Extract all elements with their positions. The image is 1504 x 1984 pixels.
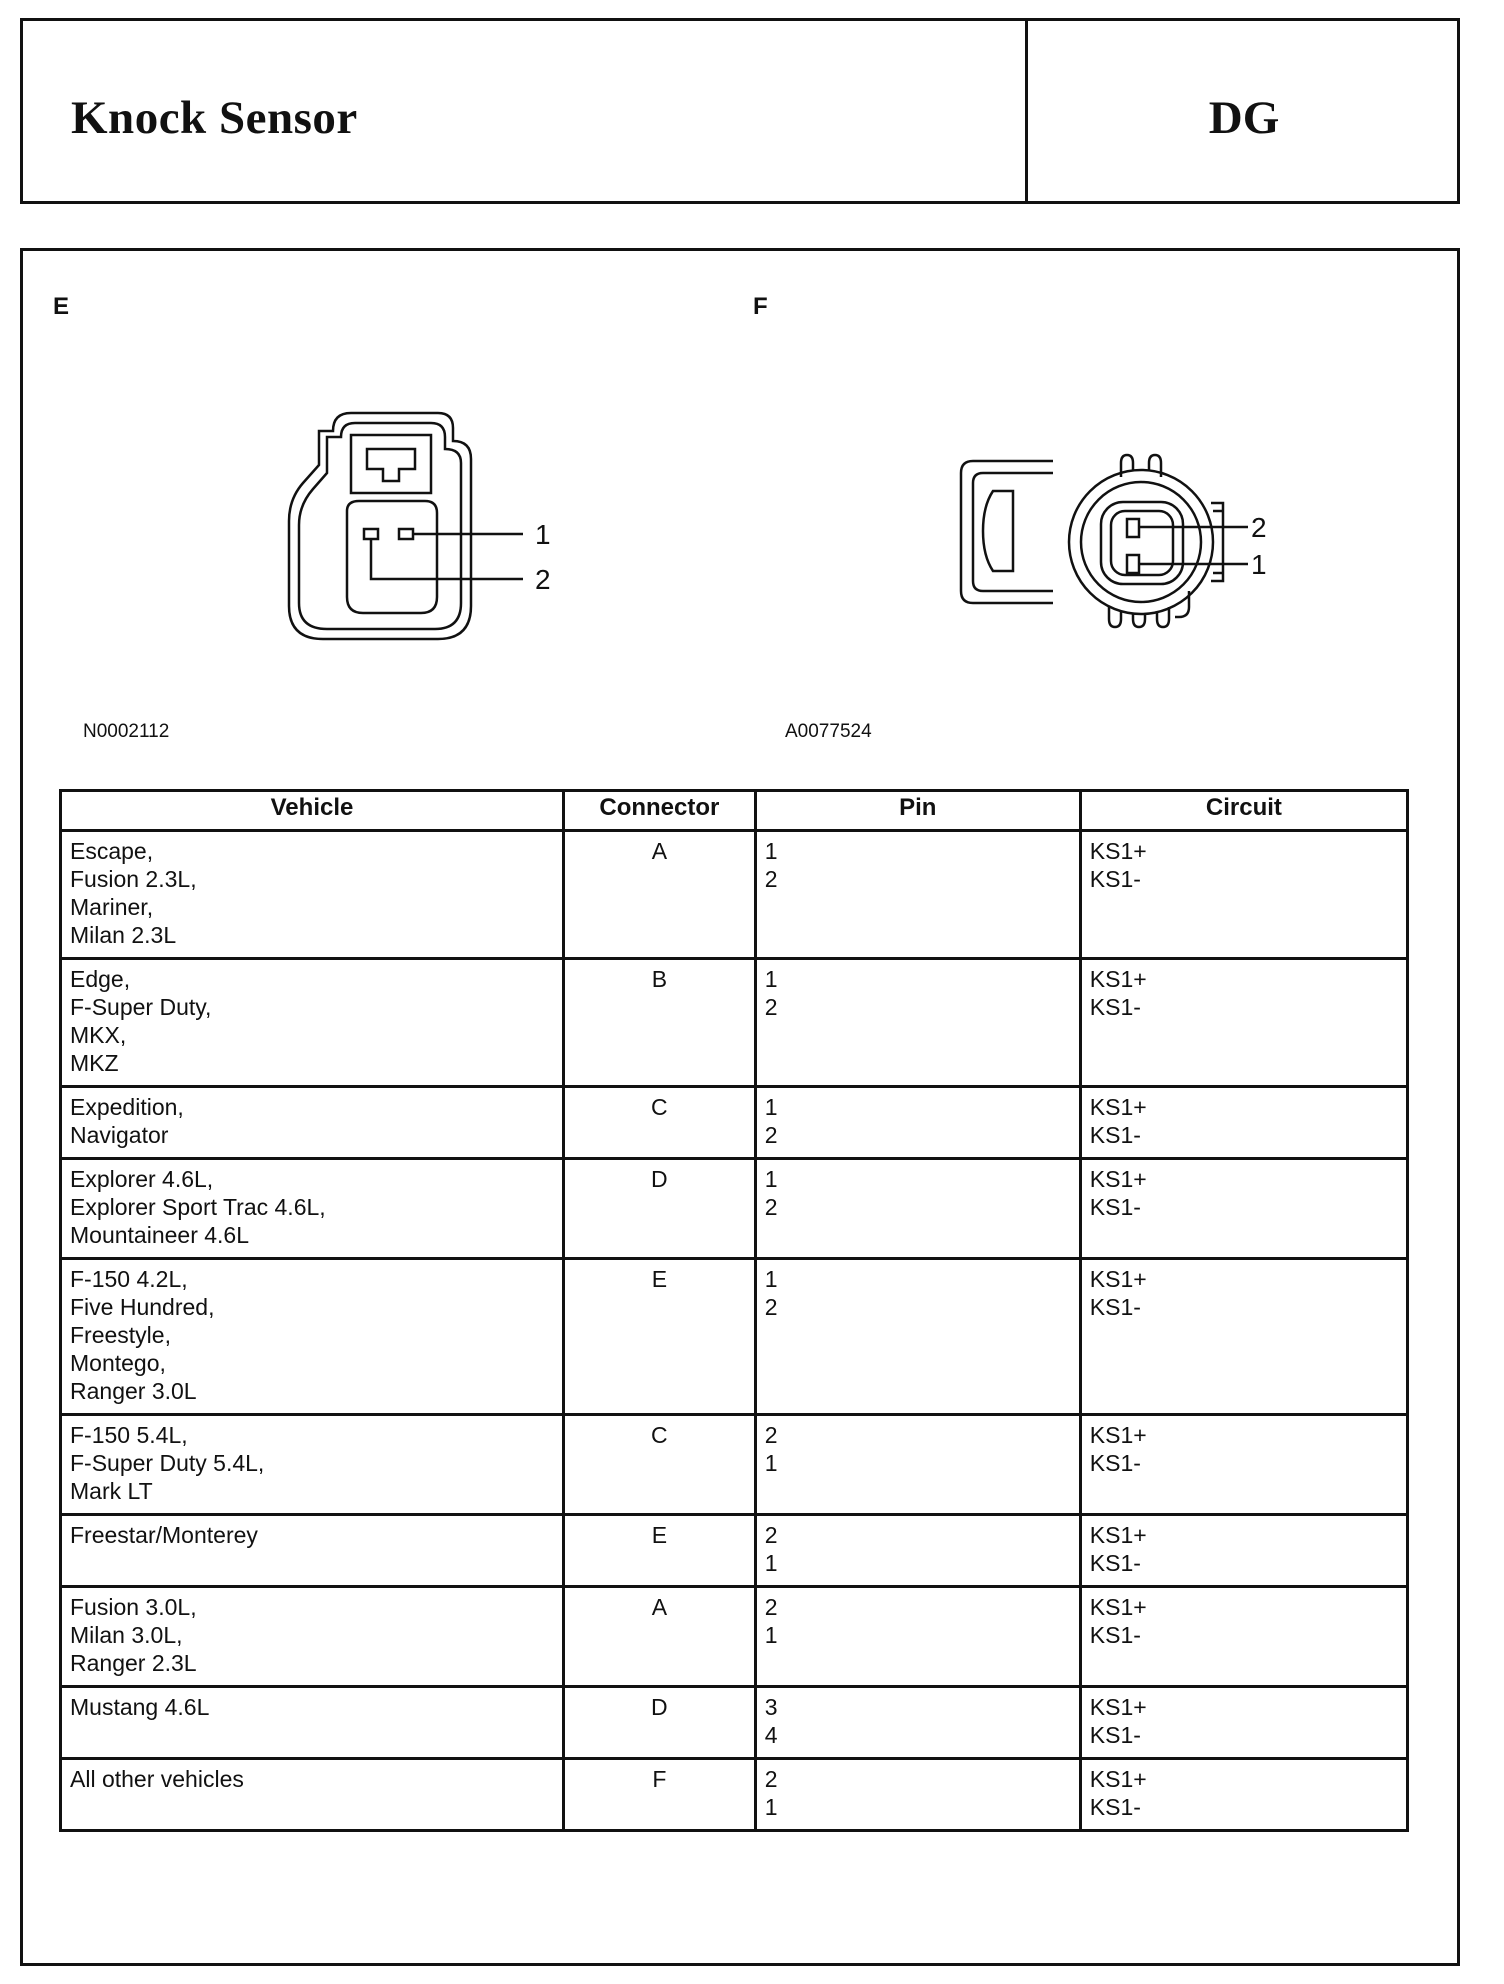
connector-e-pin-1-label: 1 bbox=[535, 519, 551, 550]
header-circuit: Circuit bbox=[1080, 791, 1407, 831]
table-row bbox=[61, 1087, 1408, 1159]
connector-f-diagram bbox=[943, 431, 1303, 651]
vehicle-cell: Edge, F-Super Duty, MKX, MKZ bbox=[61, 959, 564, 1087]
circuit-cell: KS1+ KS1- bbox=[1080, 1159, 1407, 1259]
header-pin: Pin bbox=[755, 791, 1080, 831]
vehicle-cell: Escape, Fusion 2.3L, Mariner, Milan 2.3L bbox=[61, 831, 564, 959]
content-panel bbox=[20, 248, 1460, 1966]
circuit-cell: KS1+ KS1- bbox=[1080, 831, 1407, 959]
connector-cell: F bbox=[563, 1759, 755, 1831]
connector-cell: C bbox=[563, 1087, 755, 1159]
connector-e-diagram bbox=[263, 401, 593, 661]
pin-cell: 2 1 bbox=[755, 1415, 1080, 1515]
connector-cell: B bbox=[563, 959, 755, 1087]
table-row bbox=[61, 1515, 1408, 1587]
vehicle-cell: Mustang 4.6L bbox=[61, 1687, 564, 1759]
table-row bbox=[61, 1759, 1408, 1831]
circuit-cell: KS1+ KS1- bbox=[1080, 1259, 1407, 1415]
connector-cell: D bbox=[563, 1159, 755, 1259]
connector-cell: E bbox=[563, 1515, 755, 1587]
figure-e-label: E bbox=[53, 293, 70, 320]
connector-f-pin-2-label: 2 bbox=[1251, 512, 1267, 543]
circuit-cell: KS1+ KS1- bbox=[1080, 1687, 1407, 1759]
connector-cell: C bbox=[563, 1415, 755, 1515]
vehicle-cell: All other vehicles bbox=[61, 1759, 564, 1831]
figure-e-code: N0002112 bbox=[83, 721, 170, 742]
circuit-cell: KS1+ KS1- bbox=[1080, 1587, 1407, 1687]
figure-f-code: A0077524 bbox=[785, 721, 872, 742]
connector-cell: A bbox=[563, 831, 755, 959]
header-connector: Connector bbox=[563, 791, 755, 831]
pin-cell: 2 1 bbox=[755, 1587, 1080, 1687]
section-code: DG bbox=[1208, 92, 1280, 144]
vehicle-cell: Expedition, Navigator bbox=[61, 1087, 564, 1159]
vehicle-cell: F-150 4.2L, Five Hundred, Freestyle, Montego, Ranger 3.0L bbox=[61, 1259, 564, 1415]
header-vehicle: Vehicle bbox=[61, 791, 564, 831]
table-row bbox=[61, 1415, 1408, 1515]
pin-cell: 2 1 bbox=[755, 1759, 1080, 1831]
circuit-cell: KS1+ KS1- bbox=[1080, 1087, 1407, 1159]
pin-cell: 3 4 bbox=[755, 1687, 1080, 1759]
page-header bbox=[20, 18, 1460, 204]
connector-f-pin-1-label: 1 bbox=[1251, 549, 1267, 580]
vehicle-cell: Fusion 3.0L, Milan 3.0L, Ranger 2.3L bbox=[61, 1587, 564, 1687]
table-header-row bbox=[61, 791, 1408, 831]
circuit-cell: KS1+ KS1- bbox=[1080, 1759, 1407, 1831]
table-row bbox=[61, 1687, 1408, 1759]
pinout-table bbox=[59, 789, 1409, 1832]
page-title: Knock Sensor bbox=[71, 92, 358, 144]
pin-cell: 1 2 bbox=[755, 959, 1080, 1087]
table-row bbox=[61, 1259, 1408, 1415]
pin-cell: 1 2 bbox=[755, 1087, 1080, 1159]
circuit-cell: KS1+ KS1- bbox=[1080, 1415, 1407, 1515]
connector-cell: D bbox=[563, 1687, 755, 1759]
table-row bbox=[61, 1587, 1408, 1687]
pin-cell: 1 2 bbox=[755, 1259, 1080, 1415]
circuit-cell: KS1+ KS1- bbox=[1080, 959, 1407, 1087]
connector-e-pin-2-label: 2 bbox=[535, 564, 551, 595]
circuit-cell: KS1+ KS1- bbox=[1080, 1515, 1407, 1587]
vehicle-cell: Explorer 4.6L, Explorer Sport Trac 4.6L, Mountaineer 4.6L bbox=[61, 1159, 564, 1259]
table-row bbox=[61, 1159, 1408, 1259]
vehicle-cell: F-150 5.4L, F-Super Duty 5.4L, Mark LT bbox=[61, 1415, 564, 1515]
pin-cell: 1 2 bbox=[755, 1159, 1080, 1259]
figure-f-label: F bbox=[753, 293, 768, 320]
pin-cell: 1 2 bbox=[755, 831, 1080, 959]
table-row bbox=[61, 959, 1408, 1087]
table-row bbox=[61, 831, 1408, 959]
connector-cell: E bbox=[563, 1259, 755, 1415]
vehicle-cell: Freestar/Monterey bbox=[61, 1515, 564, 1587]
connector-cell: A bbox=[563, 1587, 755, 1687]
pin-cell: 2 1 bbox=[755, 1515, 1080, 1587]
